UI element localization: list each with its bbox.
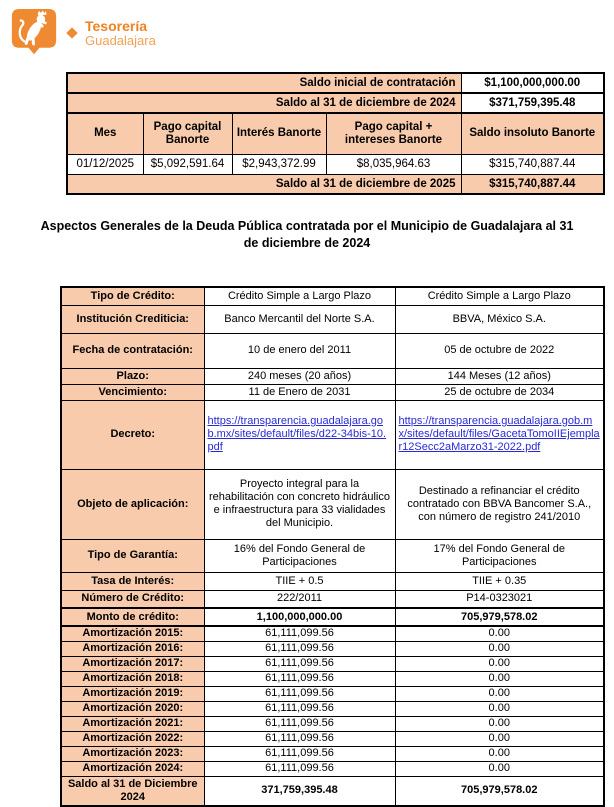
- banorte-summary-table: [66, 72, 605, 195]
- row-label: Tasa de Interés:: [61, 572, 204, 590]
- value-banorte: 1,100,000,000.00: [204, 608, 395, 626]
- value-bbva: TIIE + 0.35: [395, 572, 604, 590]
- table-row: [61, 626, 604, 641]
- header-brand: [10, 7, 156, 59]
- value-banorte: 11 de Enero de 2031: [204, 384, 395, 400]
- table-row: [61, 305, 604, 333]
- saldo-2025-label: Saldo al 31 de diciembre de 2025: [67, 174, 461, 194]
- row-label: Amortización 2017:: [61, 656, 204, 671]
- cell-pago-capital-intereses: $8,035,964.63: [326, 154, 461, 174]
- saldo-inicial-label: Saldo inicial de contratación: [67, 73, 461, 93]
- value-bbva: P14-0323021: [395, 590, 604, 608]
- value-bbva: Destinado a refinanciar el crédito contratado con BBVA Bancomer S.A., con número de registro 241/2010: [395, 469, 604, 539]
- value-banorte: 61,111,099.56: [204, 746, 395, 761]
- debt-general-aspects-table: [60, 286, 605, 807]
- value-bbva: 25 de octubre de 2034: [395, 384, 604, 400]
- value-banorte: 371,759,395.48: [204, 776, 395, 806]
- decreto-link-bbva[interactable]: https://transparencia.guadalajara.gob.mx/sites/default/files/GacetaTomoIIEjemplar12Secc2aMarzo31-2022.pdf: [398, 415, 600, 453]
- row-label: Amortización 2022:: [61, 731, 204, 746]
- table-row: [61, 287, 604, 305]
- row-label: Amortización 2018:: [61, 671, 204, 686]
- table-row: [67, 93, 604, 113]
- row-label: Plazo:: [61, 368, 204, 384]
- value-bbva: 144 Meses (12 años): [395, 368, 604, 384]
- row-label: Amortización 2019:: [61, 686, 204, 701]
- value-bbva: 0.00: [395, 701, 604, 716]
- value-banorte: 240 meses (20 años): [204, 368, 395, 384]
- value-banorte: 61,111,099.56: [204, 761, 395, 776]
- saldo-2024-label: Saldo al 31 de diciembre de 2024: [67, 93, 461, 113]
- value-banorte: 61,111,099.56: [204, 731, 395, 746]
- table-row: [67, 174, 604, 194]
- cell-pago-capital: $5,092,591.64: [143, 154, 232, 174]
- value-bbva: 705,979,578.02: [395, 776, 604, 806]
- value-banorte: 61,111,099.56: [204, 716, 395, 731]
- table-row: [61, 746, 604, 761]
- row-label: Amortización 2016:: [61, 641, 204, 656]
- table-row: [61, 776, 604, 806]
- col-header-pago-capital-intereses: Pago capital + intereses Banorte: [326, 113, 461, 154]
- table-row: [61, 671, 604, 686]
- row-label: Tipo de Crédito:: [61, 287, 204, 305]
- brand-subtitle: Guadalajara: [85, 32, 156, 48]
- table-row: [61, 384, 604, 400]
- value-banorte: 61,111,099.56: [204, 671, 395, 686]
- saldo-inicial-value: $1,100,000,000.00: [461, 73, 604, 93]
- row-label: Amortización 2015:: [61, 626, 204, 641]
- value-banorte: Banco Mercantil del Norte S.A.: [204, 305, 395, 333]
- row-label: Número de Crédito:: [61, 590, 204, 608]
- guadalajara-shield-logo: [10, 7, 58, 59]
- table-row: [61, 469, 604, 539]
- table-row: [67, 154, 604, 174]
- value-bbva: 705,979,578.02: [395, 608, 604, 626]
- value-banorte: Proyecto integral para la rehabilitación con concreto hidráulico e infraestructura para 33 vialidades del Municipio.: [204, 469, 395, 539]
- col-header-interes: Interés Banorte: [232, 113, 326, 154]
- table-row: [61, 590, 604, 608]
- row-label: Amortización 2024:: [61, 761, 204, 776]
- table-row: [61, 400, 604, 469]
- cell-mes: 01/12/2025: [67, 154, 143, 174]
- value-banorte: 61,111,099.56: [204, 626, 395, 641]
- value-bbva: 05 de octubre de 2022: [395, 333, 604, 368]
- table-row: [61, 716, 604, 731]
- value-banorte: TIIE + 0.5: [204, 572, 395, 590]
- value-banorte: 16% del Fondo General de Participaciones: [204, 539, 395, 572]
- row-label: Monto de crédito:: [61, 608, 204, 626]
- table-row: [61, 656, 604, 671]
- col-header-pago-capital: Pago capital Banorte: [143, 113, 232, 154]
- col-header-mes: Mes: [67, 113, 143, 154]
- value-banorte: 61,111,099.56: [204, 656, 395, 671]
- table-row: [61, 641, 604, 656]
- row-label: Tipo de Garantía:: [61, 539, 204, 572]
- col-header-saldo-insoluto: Saldo insoluto Banorte: [461, 113, 604, 154]
- row-label: Decreto:: [61, 400, 204, 469]
- saldo-2025-value: $315,740,887.44: [461, 174, 604, 194]
- table-row: [61, 539, 604, 572]
- value-bbva: 0.00: [395, 641, 604, 656]
- value-bbva: 0.00: [395, 626, 604, 641]
- table-row: [61, 608, 604, 626]
- table-row: [61, 333, 604, 368]
- table-row: [61, 686, 604, 701]
- diamond-icon: [66, 27, 77, 38]
- value-banorte: 61,111,099.56: [204, 686, 395, 701]
- row-label: Amortización 2020:: [61, 701, 204, 716]
- row-label: Objeto de aplicación:: [61, 469, 204, 539]
- row-label: Amortización 2023:: [61, 746, 204, 761]
- value-bbva: 17% del Fondo General de Participaciones: [395, 539, 604, 572]
- cell-interes: $2,943,372.99: [232, 154, 326, 174]
- value-bbva: BBVA, México S.A.: [395, 305, 604, 333]
- value-bbva: 0.00: [395, 656, 604, 671]
- row-label: Institución Crediticia:: [61, 305, 204, 333]
- value-bbva: Crédito Simple a Largo Plazo: [395, 287, 604, 305]
- table-row: [61, 731, 604, 746]
- section-title: Aspectos Generales de la Deuda Pública contratada por el Municipio de Guadalajara al 31 de diciembre de 2024: [40, 219, 574, 250]
- row-label: Vencimiento:: [61, 384, 204, 400]
- cell-saldo-insoluto: $315,740,887.44: [461, 154, 604, 174]
- value-bbva: 0.00: [395, 746, 604, 761]
- value-banorte: 61,111,099.56: [204, 641, 395, 656]
- value-banorte: 222/2011: [204, 590, 395, 608]
- value-bbva: 0.00: [395, 686, 604, 701]
- value-bbva: 0.00: [395, 671, 604, 686]
- table-row: [61, 761, 604, 776]
- value-bbva: 0.00: [395, 731, 604, 746]
- saldo-2024-value: $371,759,395.48: [461, 93, 604, 113]
- row-label: Fecha de contratación:: [61, 333, 204, 368]
- value-bbva: 0.00: [395, 761, 604, 776]
- value-bbva: 0.00: [395, 716, 604, 731]
- decreto-link-banorte[interactable]: https://transparencia.guadalajara.gob.mx/sites/default/files/d22-34bis-10.pdf: [207, 415, 387, 453]
- table-row: [61, 572, 604, 590]
- brand-title: Tesorería: [85, 17, 147, 34]
- row-label: Saldo al 31 de Diciembre 2024: [61, 776, 204, 806]
- table-row: [61, 701, 604, 716]
- table-row: [61, 368, 604, 384]
- table-row: [67, 73, 604, 93]
- value-banorte: Crédito Simple a Largo Plazo: [204, 287, 395, 305]
- value-banorte: 61,111,099.56: [204, 701, 395, 716]
- row-label: Amortización 2021:: [61, 716, 204, 731]
- value-banorte: 10 de enero del 2011: [204, 333, 395, 368]
- table-header-row: [67, 113, 604, 154]
